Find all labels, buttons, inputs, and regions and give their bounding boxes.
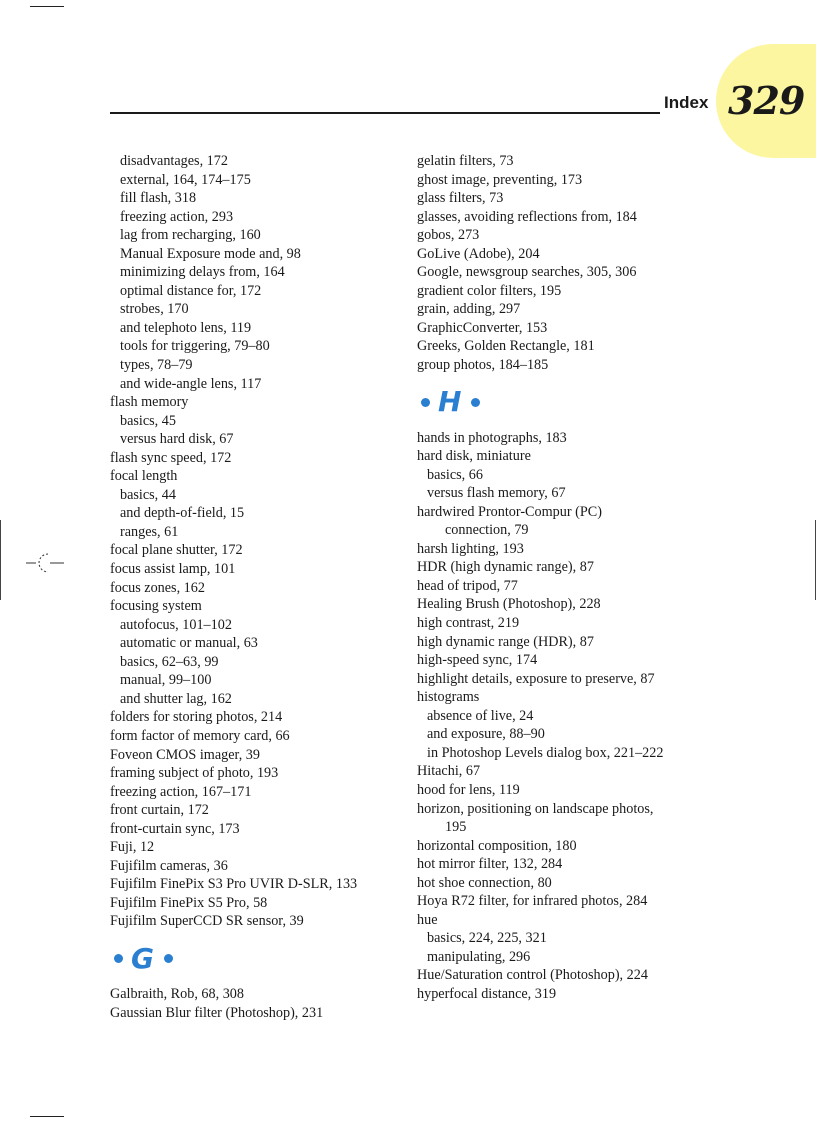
index-entry: hardwired Prontor-Compur (PC) (417, 503, 602, 520)
index-entry: Hitachi, 67 (417, 763, 481, 780)
index-entry: absence of live, 24 (427, 707, 534, 724)
index-entry: head of tripod, 77 (417, 577, 518, 594)
index-entry: 195 (445, 819, 467, 836)
index-entry: and shutter lag, 162 (120, 690, 232, 707)
index-entry: automatic or manual, 63 (120, 635, 258, 652)
index-entry: Google, newsgroup searches, 305, 306 (417, 264, 637, 281)
index-entry: autofocus, 101–102 (120, 616, 232, 633)
index-entry: strobes, 170 (120, 301, 189, 318)
section-letter: H (438, 385, 462, 419)
index-entry: GoLive (Adobe), 204 (417, 245, 540, 262)
index-entries-g (110, 985, 405, 1022)
index-entry: basics, 62–63, 99 (120, 653, 219, 670)
crop-mark-top-left (30, 6, 64, 7)
index-entry: high dynamic range (HDR), 87 (417, 633, 594, 650)
section-letter: G (131, 941, 154, 975)
index-entry: Foveon CMOS imager, 39 (110, 746, 260, 763)
index-entry: versus flash memory, 67 (427, 485, 566, 502)
index-entry: hot mirror filter, 132, 284 (417, 856, 563, 873)
index-entry: Gaussian Blur filter (Photoshop), 231 (110, 1004, 324, 1021)
index-entry: in Photoshop Levels dialog box, 221–222 (427, 744, 664, 761)
index-entry: highlight details, exposure to preserve, 87 (417, 670, 655, 687)
index-entry: Fuji, 12 (110, 839, 155, 856)
registration-mark-icon (26, 548, 66, 578)
index-entry: Galbraith, Rob, 68, 308 (110, 985, 244, 1002)
index-entry: basics, 224, 225, 321 (427, 930, 547, 947)
bullet-icon (471, 398, 480, 407)
index-entry: tools for triggering, 79–80 (120, 338, 270, 355)
index-entry: Hoya R72 filter, for infrared photos, 284 (417, 893, 648, 910)
index-entry: and exposure, 88–90 (427, 726, 545, 743)
index-entry: manual, 99–100 (120, 672, 212, 689)
index-entry: high-speed sync, 174 (417, 652, 538, 669)
index-entry: Fujifilm FinePix S3 Pro UVIR D-SLR, 133 (110, 876, 358, 893)
index-entry: glasses, avoiding reflections from, 184 (417, 208, 637, 225)
index-entry: optimal distance for, 172 (120, 282, 262, 299)
index-entry: hot shoe connection, 80 (417, 874, 552, 891)
index-entry: horizontal composition, 180 (417, 837, 577, 854)
index-entry: Fujifilm cameras, 36 (110, 857, 228, 874)
index-entry: front-curtain sync, 173 (110, 820, 240, 837)
bullet-icon (421, 398, 430, 407)
index-entry: hood for lens, 119 (417, 781, 520, 798)
index-entry: glass filters, 73 (417, 190, 504, 207)
index-entry: disadvantages, 172 (120, 153, 228, 169)
crop-mark-left-side (0, 520, 1, 600)
crop-mark-bottom-left (30, 1116, 64, 1117)
index-entry: versus hard disk, 67 (120, 431, 234, 448)
index-entry: freezing action, 293 (120, 208, 234, 225)
index-entry: focusing system (110, 598, 202, 615)
index-entry: ghost image, preventing, 173 (417, 171, 583, 188)
index-entry: GraphicConverter, 153 (417, 319, 548, 336)
index-column-right (417, 152, 717, 1004)
index-entry: and telephoto lens, 119 (120, 319, 252, 336)
index-entry: Hue/Saturation control (Photoshop), 224 (417, 967, 648, 984)
index-entry: HDR (high dynamic range), 87 (417, 559, 594, 576)
index-entry: and depth-of-field, 15 (120, 505, 245, 522)
bullet-icon (164, 954, 173, 963)
index-entry: lag from recharging, 160 (120, 227, 261, 244)
index-entry: ranges, 61 (120, 523, 179, 540)
index-entry: framing subject of photo, 193 (110, 765, 279, 782)
index-entry: hyperfocal distance, 319 (417, 985, 557, 1002)
index-entry: focal plane shutter, 172 (110, 542, 243, 559)
index-entry: focus zones, 162 (110, 579, 205, 596)
index-entry: Healing Brush (Photoshop), 228 (417, 596, 601, 613)
index-entry: basics, 66 (427, 466, 483, 483)
index-entry: folders for storing photos, 214 (110, 709, 283, 726)
index-entry: basics, 45 (120, 412, 176, 429)
section-divider-h (417, 375, 717, 429)
index-entry: flash memory (110, 394, 189, 411)
index-entry: connection, 79 (445, 522, 529, 539)
index-entry: horizon, positioning on landscape photos, (417, 800, 654, 817)
index-entry: grain, adding, 297 (417, 301, 521, 318)
index-entry: gelatin filters, 73 (417, 153, 514, 169)
index-entry: fill flash, 318 (120, 190, 197, 207)
index-entries-g-cont (417, 152, 717, 375)
index-entry: focus assist lamp, 101 (110, 561, 236, 578)
index-entry: hard disk, miniature (417, 448, 531, 465)
section-divider-g (110, 931, 405, 985)
index-entry: freezing action, 167–171 (110, 783, 252, 800)
index-entry: focal length (110, 468, 178, 485)
index-entry: histograms (417, 689, 480, 706)
header-rule (110, 112, 660, 114)
index-entry: minimizing delays from, 164 (120, 264, 285, 281)
index-column-left (110, 152, 405, 1022)
index-entry: Fujifilm SuperCCD SR sensor, 39 (110, 913, 304, 930)
index-entry: Manual Exposure mode and, 98 (120, 245, 301, 262)
index-entries-h (417, 429, 717, 1004)
index-entry: hue (417, 911, 438, 928)
index-entry: basics, 44 (120, 486, 176, 503)
index-entry: group photos, 184–185 (417, 357, 549, 374)
index-entries-f (110, 152, 405, 931)
index-entry: types, 78–79 (120, 357, 193, 374)
index-entry: harsh lighting, 193 (417, 540, 524, 557)
index-entry: manipulating, 296 (427, 948, 531, 965)
index-entry: gobos, 273 (417, 227, 480, 244)
index-entry: Greeks, Golden Rectangle, 181 (417, 338, 595, 355)
index-entry: Fujifilm FinePix S5 Pro, 58 (110, 894, 268, 911)
index-entry: gradient color filters, 195 (417, 282, 562, 299)
index-entry: external, 164, 174–175 (120, 171, 251, 188)
index-entry: and wide-angle lens, 117 (120, 375, 262, 392)
index-entry: flash sync speed, 172 (110, 449, 232, 466)
running-header: Index (664, 93, 709, 112)
index-entry: hands in photographs, 183 (417, 429, 567, 446)
page-number: 329 (728, 78, 805, 123)
index-entry: front curtain, 172 (110, 802, 209, 819)
index-entry: form factor of memory card, 66 (110, 727, 290, 744)
bullet-icon (114, 954, 123, 963)
index-entry: high contrast, 219 (417, 615, 520, 632)
